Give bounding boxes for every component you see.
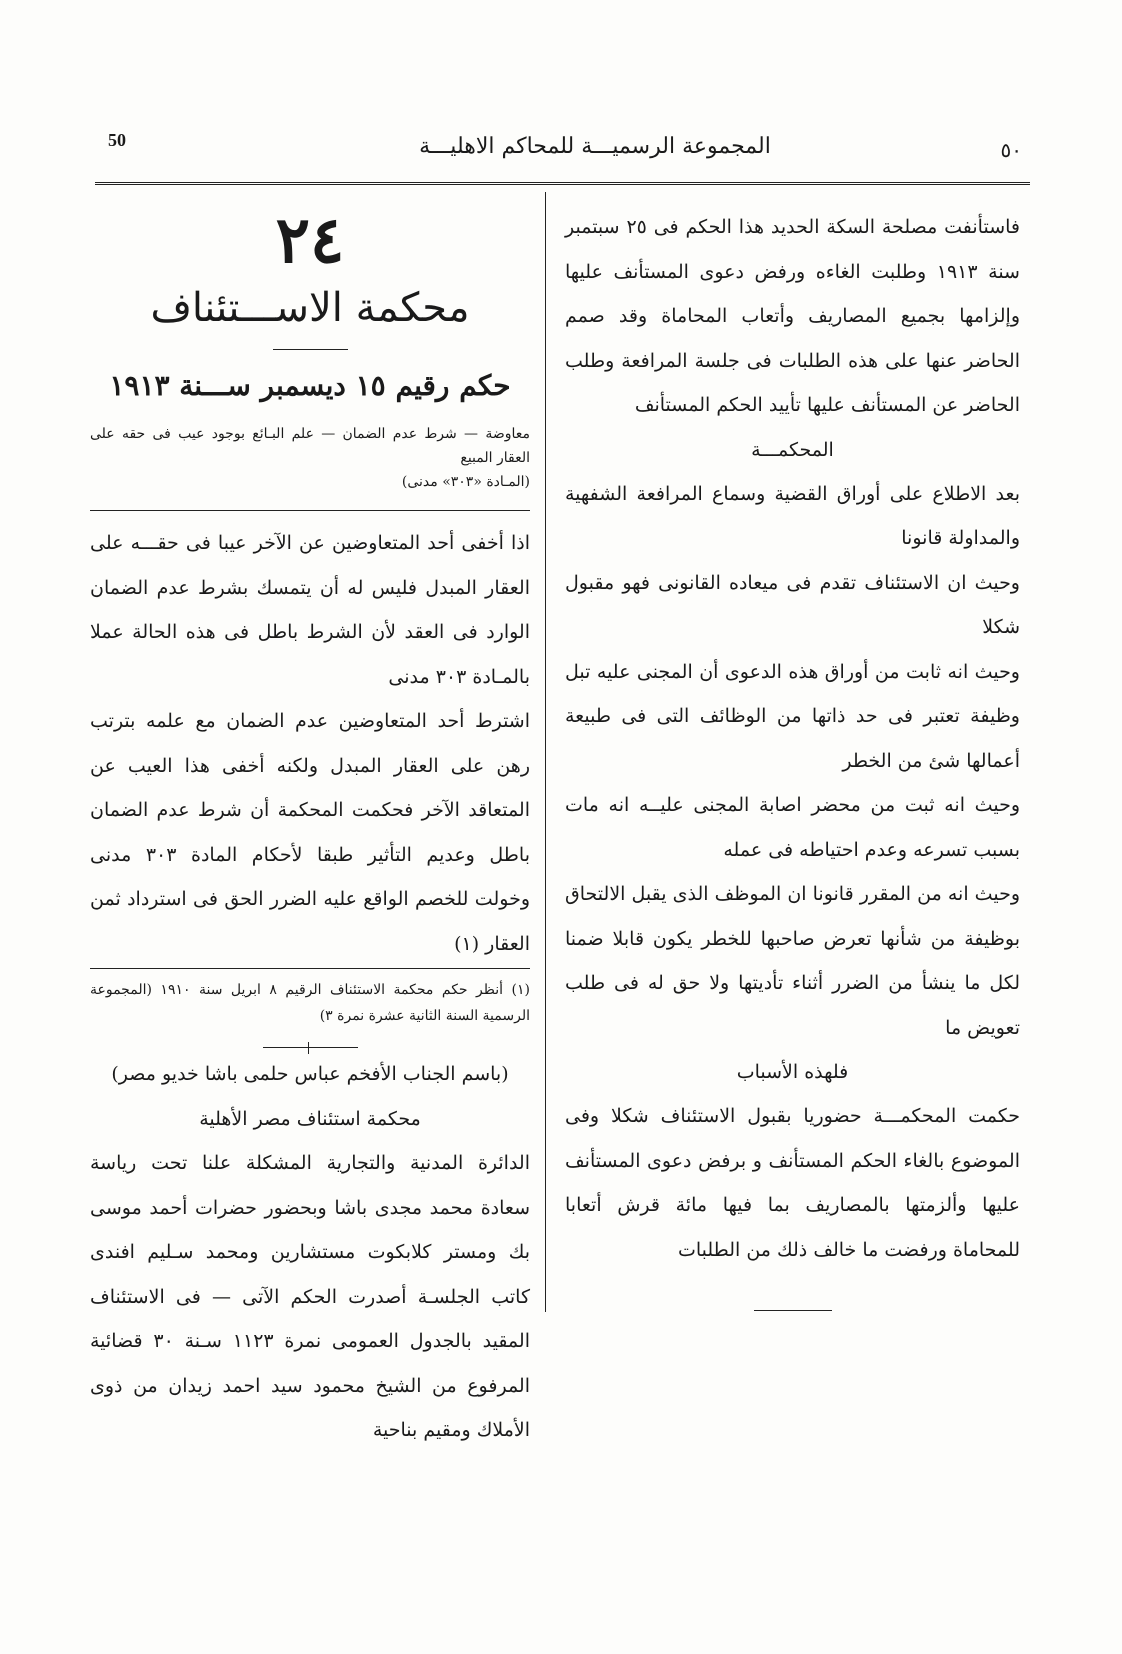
keywords-article: (المـادة «٣٠٣» مدنى) [401,474,530,490]
right-column [565,205,1020,1311]
summary-paragraph: اذا أخفى أحد المتعاوضين عن الآخر عيبا فى حقـــه على العقار المبدل فليس له أن يتمسك بشرط عدم الضمان الوارد فى العقد لأن الشرط باطل فى هذه الحالة عملا بالمـادة ٣٠٣ مدنى [90,532,530,688]
court-heading: المحكمـــة [751,438,834,461]
summary-rule [90,510,530,511]
ruling-date: حكم رقيم ١٥ ديسمبر ســـنة ١٩١٣ [109,369,511,402]
invocation: (باسم الجناب الأفخم عباس حلمى باشا خديو مصر) [111,1063,509,1085]
appeal-paragraph: فاستأنفت مصلحة السكة الحديد هذا الحكم فى ٢٥ سبتمبر سنة ١٩١٣ وطلبت الغاءه ورفض دعوى المستأنف عليها وإلزامها بجميع المصاريف وأتعاب المحاماة وقد صمم الحاضر عنها على هذه الطلبات فى جلسة المرافعة وطلب الحاضر عن المستأنف عليها تأييد الحكم المستأنف [565,216,1020,416]
court-paragraph: وحيث انه ثبت من محضر اصابة المجنى عليــه انه مات بسبب تسرعه وعدم احتياطه فى عمله [565,794,1020,861]
court-paragraph: وحيث ان الاستئناف تقدم فى ميعاده القانونى فهو مقبول شكلا [565,571,1020,638]
left-column [90,205,530,1453]
title-rule [273,349,348,350]
court-paragraph: بعد الاطلاع على أوراق القضية وسماع المرافعة الشفهية والمداولة قانونا [565,482,1020,549]
court-paragraph: وحيث انه ثابت من أوراق هذه الدعوى أن المجنى عليه تبل وظيفة تعتبر فى حد ذاتها من الوظائف التى فى طبيعة أعمالها شئ من الخطر [565,660,1020,772]
keywords: معاوضة — شرط عدم الضمان — علم البـائع بوجود عيب فى حقه على العقار المبيع [90,426,530,466]
running-title: المجموعة الرسميـــة للمحاكم الاهليـــة [419,134,771,159]
court-title: محكمة الاســـتئناف [150,285,470,331]
page-number-arabic: ٥٠ [1000,138,1022,162]
footnote-separator [263,1047,358,1048]
footnote: (١) أنظر حكم محكمة الاستئناف الرقيم ٨ ابريل سنة ١٩١٠ (المجموعة الرسمية السنة الثانية عشرة نمرة ٣) [90,982,530,1024]
page-number-latin: 50 [108,130,126,150]
court-paragraph: وحيث انه من المقرر قانونا ان الموظف الذى يقبل الالتحاق بوظيفة من شأنها تعرض صاحبها للخطر يكون قابلا ضمنا لكل ما ينشأ من الضرر أثناء تأديتها ولا حق له فى طلب تعويض ما [565,883,1020,1039]
court-name: محكمة استئناف مصر الأهلية [199,1107,421,1130]
reasons-heading: فلهذه الأسباب [736,1061,849,1083]
verdict-paragraph: حكمت المحكمـــة حضوريا بقبول الاستئناف شكلا وفى الموضوع بالغاء الحكم المستأنف و برفض دعوى المستأنف عليها وألزمتها بالمصاريف بما فيها مائة قرش أتعابا للمحاماة ورفضت ما خالف ذلك من الطلبات [565,1105,1020,1261]
end-rule [754,1310,832,1311]
body-paragraph: الدائرة المدنية والتجارية المشكلة علنا تحت رياسة سعادة محمد مجدى باشا وبحضور حضرات أحمد موسى بك ومستر كلابكوت مستشارين ومحمد سـليم افندى كاتب الجلسـة أصدرت الحكم الآتى — فى الاستئناف المقيد بالجدول العمومى نمرة ١١٢٣ سـنة ٣٠ قضائية المرفوع من الشيخ محمود سيد احمد زيدان من ذوى الأملاك ومقيم بناحية [90,1152,530,1441]
column-divider [545,192,546,1312]
separator-tick [308,1042,309,1054]
summary-paragraph: اشترط أحد المتعاوضين عدم الضمان مع علمه بترتب رهن على العقار المبدل ولكنه أخفى هذا العيب عن المتعاقد الآخر فحكمت المحكمة أن شرط عدم الضمان باطل وعديم التأثير طبقا لأحكام المادة ٣٠٣ مدنى وخولت للخصم الواقع عليه الضرر الحق فى استرداد ثمن العقار (١) [90,710,530,955]
ruling-number: ٢٤ [275,203,345,278]
header-double-rule [95,182,1030,185]
footnote-rule [90,968,530,969]
page-header [95,130,1030,170]
